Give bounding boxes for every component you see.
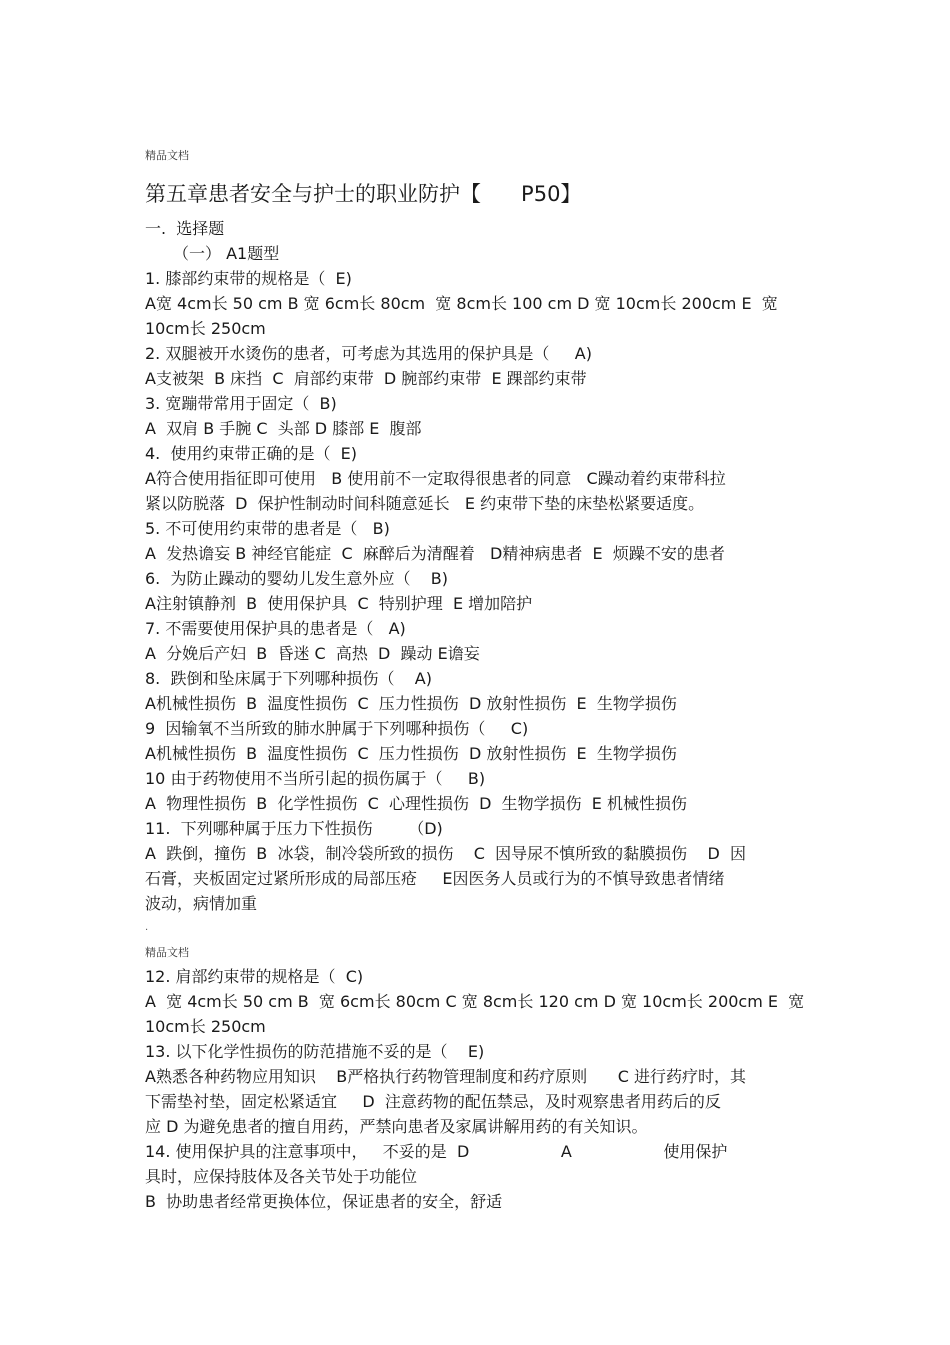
page-header: 精品文档 [145, 946, 189, 959]
question-line: 11. 下列哪种属于压力下性损伤 （D) [145, 819, 443, 838]
options-line: A机械性损伤 B 温度性损伤 C 压力性损伤 D 放射性损伤 E 生物学损伤 [145, 694, 677, 713]
page-header: 精品文档 [145, 149, 189, 162]
question-line: 7. 不需要使用保护具的患者是（ A) [145, 619, 406, 638]
page-break-mark: . [145, 922, 149, 933]
options-line: 具时，应保持肢体及各关节处于功能位 [145, 1167, 418, 1186]
options-line: A支被架 B 床挡 C 肩部约束带 D 腕部约束带 E 踝部约束带 [145, 369, 587, 388]
options-line: A 发热谵妄 B 神经官能症 C 麻醉后为清醒着 D精神病患者 E 烦躁不安的患者 [145, 544, 725, 563]
question-line: 4. 使用约束带正确的是（ E) [145, 444, 357, 463]
options-line: A宽 4cm长 50 cm B 宽 6cm长 80cm 宽 8cm长 100 cm D 宽 10cm长 200cm E 宽 [145, 294, 778, 313]
options-line: A 跌倒，撞伤 B 冰袋，制冷袋所致的损伤 C 因导尿不慎所致的黏膜损伤 D 因 [145, 844, 746, 863]
question-line: 12. 肩部约束带的规格是（ C) [145, 967, 364, 986]
question-line: 8. 跌倒和坠床属于下列哪种损伤（ A) [145, 669, 432, 688]
options-line: 石膏，夹板固定过紧所形成的局部压疮 E因医务人员或行为的不慎导致患者情绪 [145, 869, 725, 888]
options-line: 下需垫衬垫，固定松紧适宜 D 注意药物的配伍禁忌，及时观察患者用药后的反 [145, 1092, 721, 1111]
question-line: 9 因输氧不当所致的肺水肿属于下列哪种损伤（ C) [145, 719, 529, 738]
section-heading: 一. 选择题 [145, 219, 225, 238]
options-line: 应 D 为避免患者的擅自用药，严禁向患者及家属讲解用药的有关知识。 [145, 1117, 648, 1136]
options-line: 紧以防脱落 D 保护性制动时间科随意延长 E 约束带下垫的床垫松紧要适度。 [145, 494, 705, 513]
question-line: 13. 以下化学性损伤的防范措施不妥的是（ E) [145, 1042, 485, 1061]
subsection-heading: （一） A1题型 [173, 244, 280, 263]
question-line: 6. 为防止躁动的婴幼儿发生意外应（ B) [145, 569, 449, 588]
question-line: 14. 使用保护具的注意事项中， 不妥的是 D A 使用保护 [145, 1142, 728, 1161]
question-line: 2. 双腿被开水烫伤的患者，可考虑为其选用的保护具是（ A) [145, 344, 592, 363]
options-line: B 协助患者经常更换体位，保证患者的安全，舒适 [145, 1192, 503, 1211]
options-line: 波动，病情加重 [145, 894, 258, 913]
options-line: A 分娩后产妇 B 昏迷 C 高热 D 躁动 E谵妄 [145, 644, 480, 663]
options-line: A 宽 4cm长 50 cm B 宽 6cm长 80cm C 宽 8cm长 120 cm D 宽 10cm长 200cm E 宽 [145, 992, 805, 1011]
options-line: A 双肩 B 手腕 C 头部 D 膝部 E 腹部 [145, 419, 422, 438]
options-line: A符合使用指征即可使用 B 使用前不一定取得很患者的同意 C躁动着约束带科拉 [145, 469, 726, 488]
options-line: 10cm长 250cm [145, 1017, 266, 1036]
question-line: 10 由于药物使用不当所引起的损伤属于（ B) [145, 769, 486, 788]
options-line: 10cm长 250cm [145, 319, 266, 338]
question-line: 3. 宽蹦带常用于固定（ B) [145, 394, 337, 413]
options-line: A熟悉各种药物应用知识 B严格执行药物管理制度和药疗原则 C 进行药疗时，其 [145, 1067, 747, 1086]
options-line: A机械性损伤 B 温度性损伤 C 压力性损伤 D 放射性损伤 E 生物学损伤 [145, 744, 677, 763]
page1-content [145, 216, 810, 916]
page2-content [145, 964, 810, 1214]
options-line: A 物理性损伤 B 化学性损伤 C 心理性损伤 D 生物学损伤 E 机械性损伤 [145, 794, 687, 813]
question-line: 1. 膝部约束带的规格是（ E) [145, 269, 352, 288]
question-line: 5. 不可使用约束带的患者是（ B) [145, 519, 390, 538]
options-line: A注射镇静剂 B 使用保护具 C 特别护理 E 增加陪护 [145, 594, 533, 613]
chapter-title: 第五章患者安全与护士的职业防护【 P50】 [145, 182, 582, 206]
